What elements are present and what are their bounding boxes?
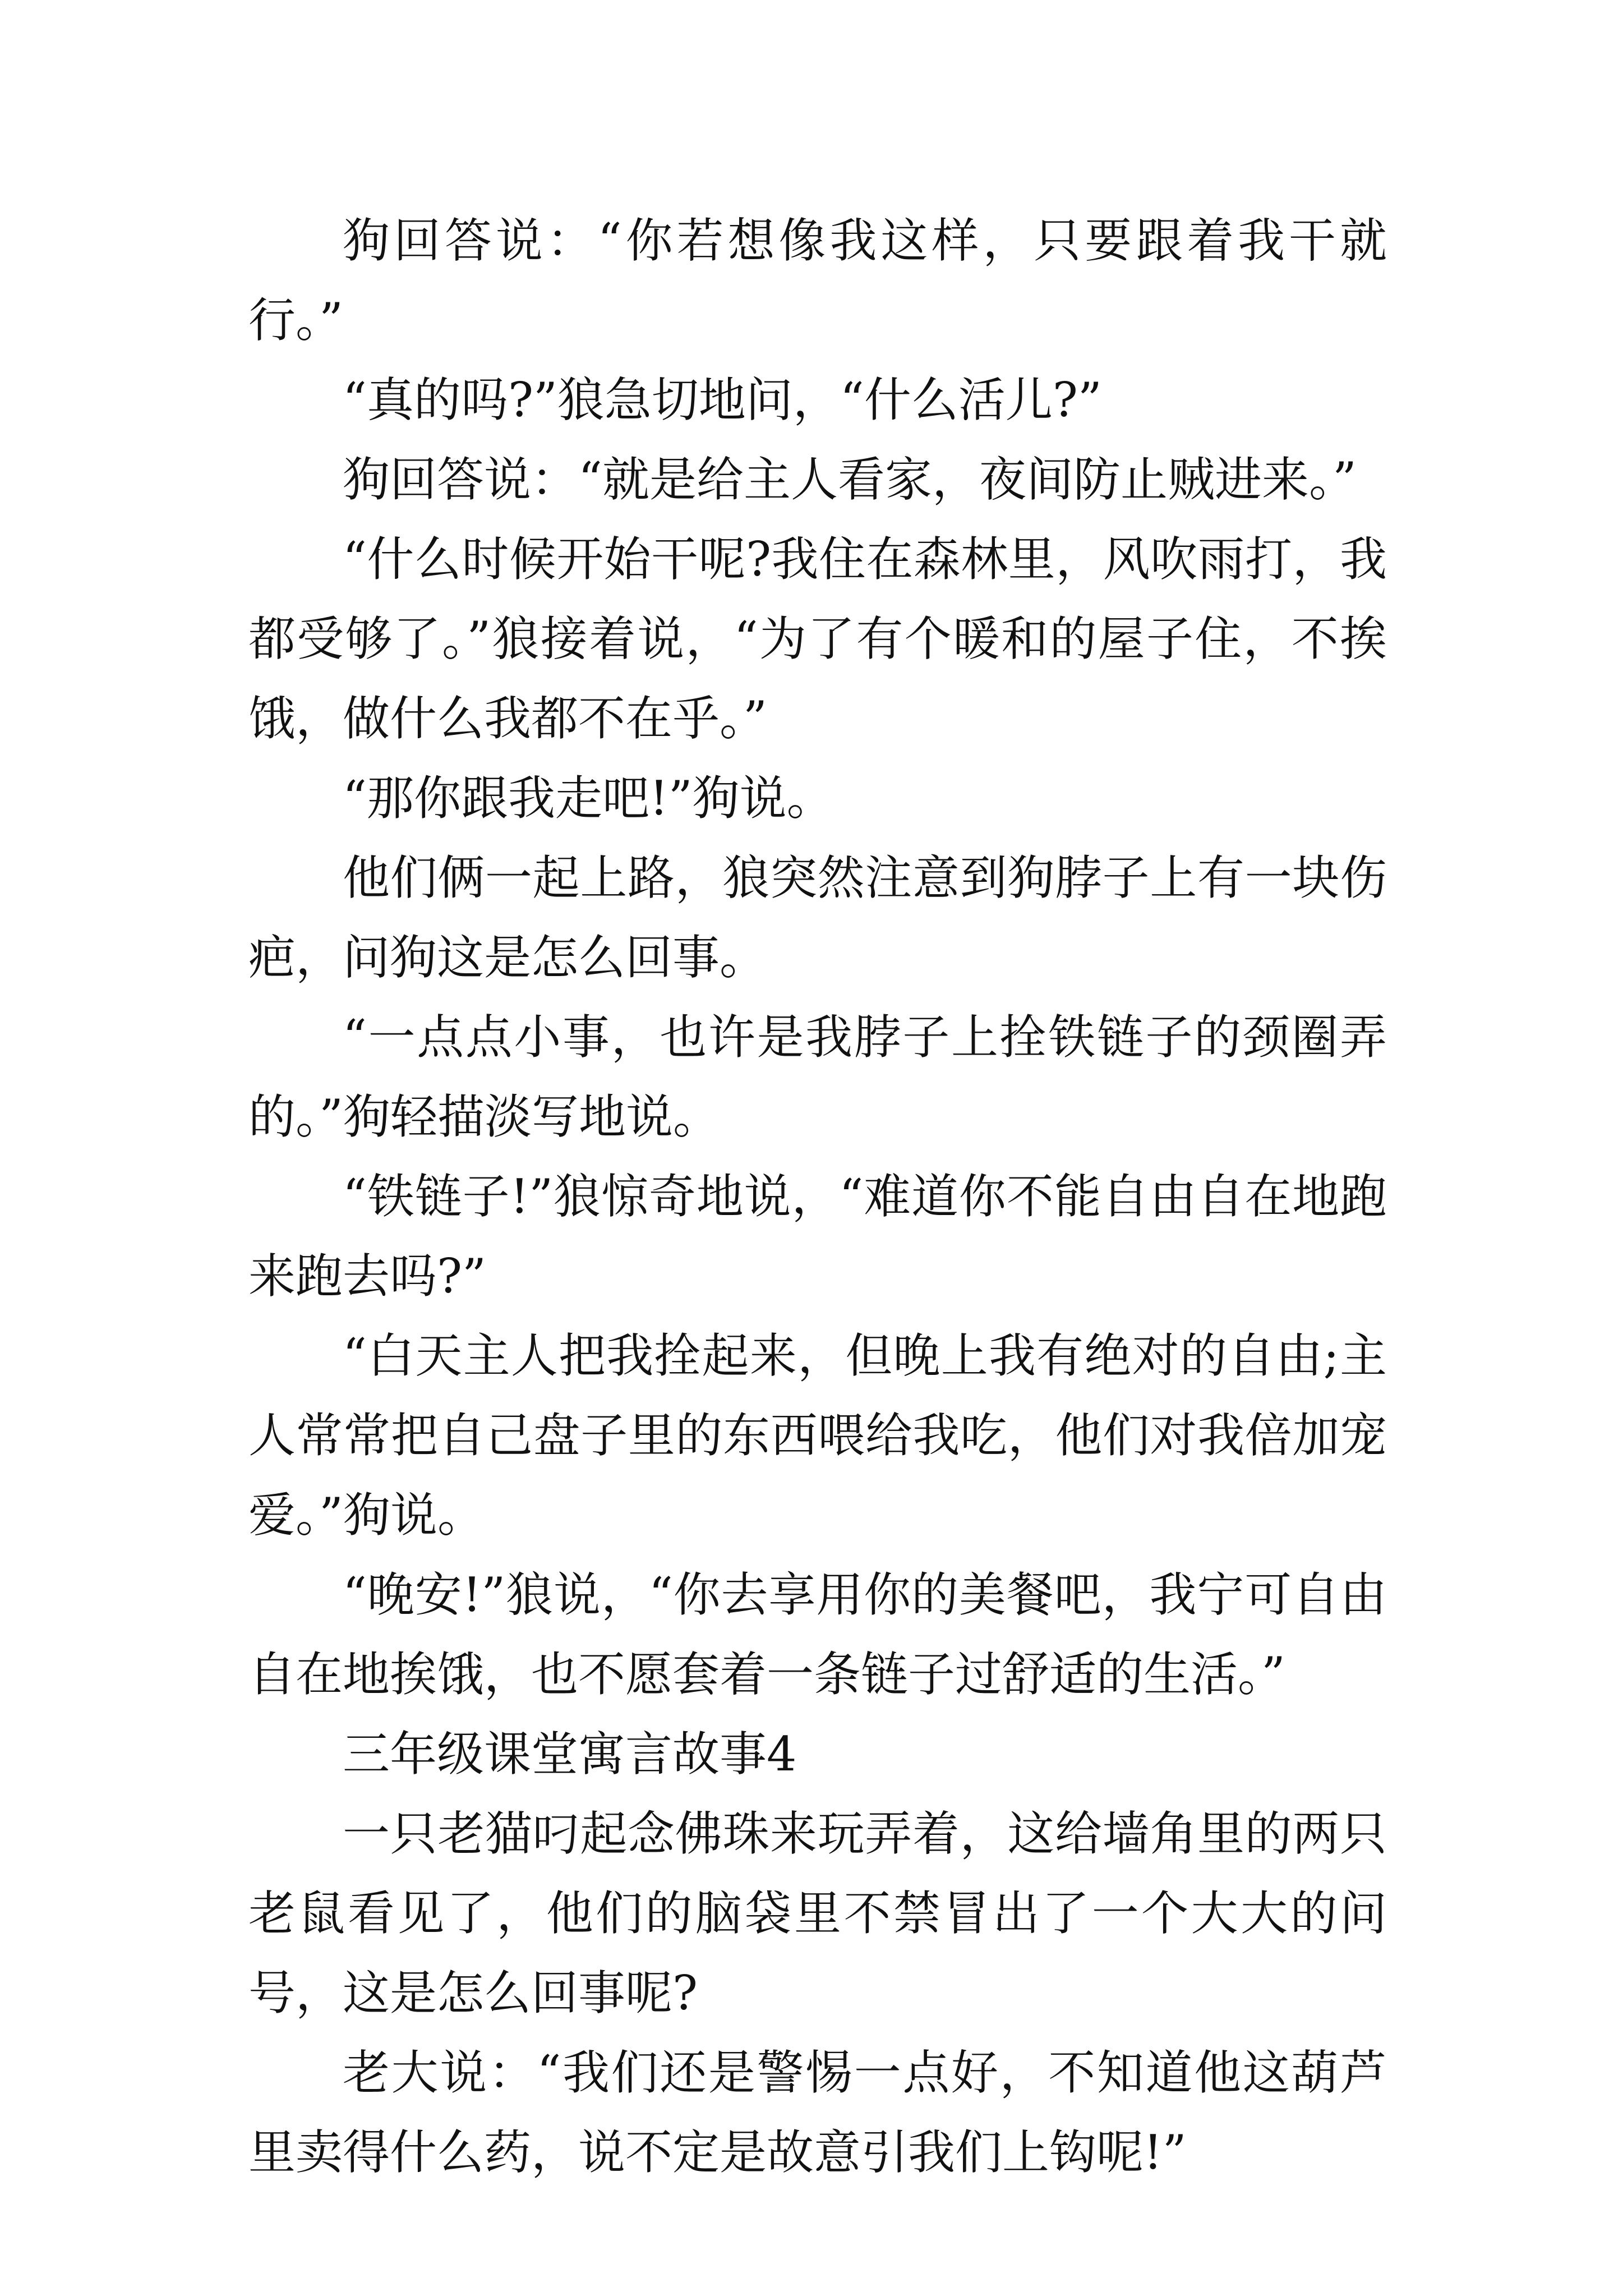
document-body <box>248 201 1387 2192</box>
paragraph: 他们俩一起上路，狼突然注意到狗脖子上有一块伤疤，问狗这是怎么回事。 <box>248 850 1387 985</box>
paragraph: 狗回答说：“就是给主人看家，夜间防止贼进来。” <box>343 452 1357 507</box>
paragraph: 一只老猫叼起念佛珠来玩弄着，这给墙角里的两只老鼠看见了，他们的脑袋里不禁冒出了一个大大的问号，这是怎么回事呢? <box>248 1806 1387 2021</box>
paragraph: 狗回答说：“你若想像我这样，只要跟着我干就行。” <box>248 213 1387 348</box>
paragraph: “白天主人把我拴起来，但晚上我有绝对的自由;主人常常把自己盘子里的东西喂给我吃，他们对我倍加宠爱。”狗说。 <box>248 1328 1387 1543</box>
section-heading: 三年级课堂寓言故事4 <box>343 1727 797 1782</box>
paragraph: 老大说：“我们还是警惕一点好，不知道他这葫芦里卖得什么药，说不定是故意引我们上钩呢!” <box>248 2045 1387 2180</box>
paragraph: “一点点小事，也许是我脖子上拴铁链子的颈圈弄的。”狗轻描淡写地说。 <box>248 1010 1387 1144</box>
paragraph: “什么时候开始干呢?我住在森林里，风吹雨打，我都受够了。”狼接着说，“为了有个暖和的屋子住，不挨饿，做什么我都不在乎。” <box>248 532 1387 746</box>
paragraph: “那你跟我走吧!”狗说。 <box>343 771 834 826</box>
paragraph: “真的吗?”狼急切地问，“什么活儿?” <box>343 372 1102 427</box>
paragraph: “铁链子!”狼惊奇地说，“难道你不能自由自在地跑来跑去吗?” <box>248 1169 1387 1304</box>
paragraph: “晚安!”狼说，“你去享用你的美餐吧，我宁可自由自在地挨饿，也不愿套着一条链子过舒适的生活。” <box>248 1567 1387 1702</box>
